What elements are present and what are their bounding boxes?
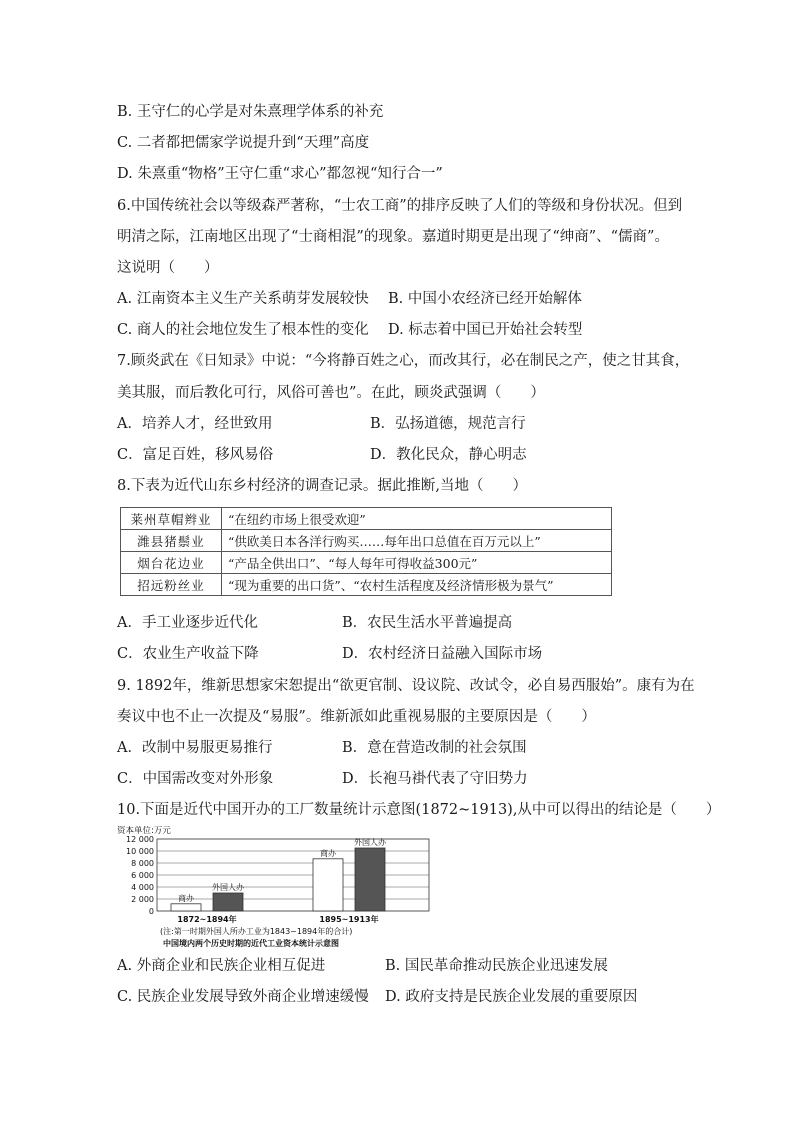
q6-stem-line-3: 这说明（ ） [117,260,219,276]
table-cell-industry: 招远粉丝业 [121,574,222,596]
q8-option-a: A．手工业逐步近代化 [117,615,258,631]
q9-option-a: A．改制中易服更易推行 [117,740,273,756]
bar-foreign [213,893,243,911]
y-tick-label: 10 000 [126,847,154,856]
table-cell-record: “在纽约市场上很受欢迎” [222,508,612,530]
table-row [121,508,612,530]
capital-bar-chart [117,826,447,952]
q9-option-b: B．意在营造改制的社会氛围 [342,740,527,756]
q5-option-d: D. 朱熹重“物格”王守仁重“求心”都忽视“知行合一” [117,166,443,182]
table-row [121,574,612,596]
chart-y-ticks [126,835,154,916]
q7-option-b: B．弘扬道德，规范言行 [370,416,526,432]
q8-option-c: C．农业生产收益下降 [117,646,259,662]
q10-stem: 10.下面是近代中国开办的工厂数量统计示意图(1872~1913),从中可以得出的结论是（ ） [117,802,721,818]
y-tick-label: 2 000 [131,895,154,904]
q7-option-d: D．教化民众，静心明志 [370,447,527,463]
q5-option-b: B. 王守仁的心学是对朱熹理学体系的补充 [117,104,384,120]
y-tick-label: 8 000 [131,859,154,868]
table-cell-record: “产品全供出口”、“每人每年可得收益300元” [222,552,612,574]
q5-option-c: C. 二者都把儒家学说提升到“天理”高度 [117,135,370,151]
q8-option-b: B．农民生活水平普遍提高 [342,615,513,631]
bar-label: 商办 [320,848,336,858]
bar-merchant [171,904,201,911]
table-row [121,530,612,552]
chart-note: (注:第一时期外国人所办工业为1843~1894年的合计) [160,927,353,936]
q7-option-c: C．富足百姓，移风易俗 [117,447,274,463]
q6-option-a: A. 江南资本主义生产关系萌芽发展较快 [117,291,369,307]
chart-grid [157,839,429,911]
q7-stem-line-2: 美其服，而后教化可行，风俗可善也”。在此，顾炎武强调（ ） [117,385,545,401]
bar-label: 外国人办 [212,883,244,892]
table-row [121,552,612,574]
bar-label: 外国人办 [354,838,386,847]
bar-foreign [355,848,385,911]
y-tick-label: 6 000 [131,871,154,880]
table-cell-industry: 烟台花边业 [121,552,222,574]
table-cell-record: “现为重要的出口货”、“农村生活程度及经济情形极为景气” [222,574,612,596]
table-cell-record: “供欧美日本各洋行购买……每年出口总值在百万元以上” [222,530,612,552]
q6-stem-line-2: 明清之际，江南地区出现了“士商相混”的现象。嘉道时期更是出现了“绅商”、“儒商”。 [117,229,669,245]
q8-stem: 8.下表为近代山东乡村经济的调查记录。据此推断,当地（ ） [117,478,527,494]
q10-option-b: B. 国民革命推动民族企业迅速发展 [385,958,608,974]
x-tick-label: 1895~1913年 [319,915,379,924]
q6-stem-line-1: 6.中国传统社会以等级森严著称，“士农工商”的排序反映了人们的等级和身份状况。但到 [117,198,683,214]
q10-option-a: A. 外商企业和民族企业相互促进 [117,958,326,974]
bar-label: 商办 [178,893,194,903]
q10-option-c: C. 民族企业发展导致外商企业增速缓慢 [117,989,369,1005]
q9-stem-line-1: 9. 1892年，维新思想家宋恕提出“欲更官制、设议院、改试令，必自易西服始”。康有为在 [117,678,695,694]
chart-x-labels [177,914,378,924]
q8-survey-table [120,507,612,596]
q6-option-d: D. 标志着中国已开始社会转型 [388,322,583,338]
y-tick-label: 0 [148,907,154,916]
y-tick-label: 12 000 [126,835,154,844]
table-cell-industry: 潍县猪鬃业 [121,530,222,552]
q6-option-b: B. 中国小农经济已经开始解体 [388,291,582,307]
q7-option-a: A．培养人才，经世致用 [117,416,273,432]
bar-merchant [313,859,343,911]
q10-option-d: D. 政府支持是民族企业发展的重要原因 [385,989,638,1005]
q9-option-d: D．长袍马褂代表了守旧势力 [342,771,528,787]
q7-stem-line-1: 7.顾炎武在《日知录》中说：“今将静百姓之心，而改其行，必在制民之产，使之甘其食， [117,353,690,369]
q9-stem-line-2: 奏议中也不止一次提及“易服”。维新派如此重视易服的主要原因是（ ） [117,709,596,725]
q8-option-d: D．农村经济日益融入国际市场 [342,646,543,662]
table-cell-industry: 莱州草帽辫业 [121,508,222,530]
chart-ylabel: 资本单位:万元 [117,826,171,836]
q9-option-c: C．中国需改变对外形象 [117,771,274,787]
y-tick-label: 4 000 [131,883,154,892]
q6-option-c: C. 商人的社会地位发生了根本性的变化 [117,322,369,338]
x-tick-label: 1872~1894年 [177,915,237,924]
chart-bars [171,848,385,911]
chart-caption: 中国境内两个历史时期的近代工业资本统计示意图 [163,939,339,948]
